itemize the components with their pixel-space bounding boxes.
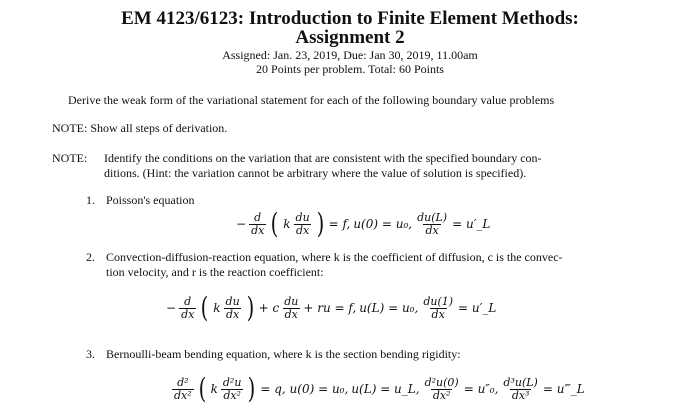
- eq-frac-du-dx-conv: $\frac{du}{dx}$: [284, 294, 299, 321]
- eq-minus: −: [166, 301, 177, 315]
- problem-1-number: 1.: [86, 193, 95, 207]
- eq-plus-c: + c: [258, 301, 280, 315]
- note-identify-line2: ditions. (Hint: the variation cannot be arbitrary where the value of solution is specified).: [104, 166, 527, 180]
- eq-frac-du-dx: $\frac{du}{dx}$: [295, 210, 310, 237]
- eq-equals-uLppp: = u‴_L: [542, 382, 585, 396]
- eq-minus: −: [236, 217, 247, 231]
- eq-frac-d2u-dx2: $\frac{\text{d²u}}{\text{dx²}}$: [222, 375, 242, 402]
- eq-frac-d3uL-dx3: $\frac{\text{d³u(L)}}{\text{dx³}}$: [503, 375, 538, 402]
- eq-bc-uL: u(L) = u_L,: [351, 382, 420, 396]
- assignment-dates: Assigned: Jan. 23, 2019, Due: Jan 30, 2019, 11.00am: [222, 48, 478, 62]
- eq-frac-d2-dx2: $\frac{\text{d²}}{\text{dx²}}$: [174, 375, 192, 402]
- note-identify-line1: Identify the conditions on the variation that are consistent with the specified boundary con-: [104, 151, 542, 165]
- eq-left-paren: (: [200, 291, 209, 324]
- eq-equals-uLp: = u′_L: [452, 217, 491, 231]
- problem-2-text-line2: tion velocity, and r is the reaction coefficient:: [106, 265, 324, 279]
- eq-k: k: [210, 382, 218, 396]
- eq-frac-du1-dx: $\frac{du(1)}{dx}$: [423, 294, 454, 321]
- eq-equals-u0pp: = u″₀,: [463, 382, 499, 396]
- assignment-points: 20 Points per problem. Total: 60 Points: [256, 62, 444, 76]
- eq-plus-ru: + ru = f,: [303, 301, 357, 315]
- assignment-title-line1: EM 4123/6123: Introduction to Finite Element Methods:: [121, 8, 579, 29]
- eq-right-paren: ): [316, 207, 324, 240]
- eq-equals-q-bc-u0: = q, u(0) = u₀,: [260, 382, 349, 396]
- eq-left-paren: (: [198, 372, 206, 405]
- eq-frac-d-dx: $\frac{d}{dx}$: [181, 294, 195, 321]
- note-show-steps: NOTE: Show all steps of derivation.: [52, 121, 228, 135]
- eq-equals-f: = f,: [328, 217, 351, 231]
- note-identify-label: NOTE:: [52, 151, 88, 165]
- problem-2-text-line1: Convection-diffusion-reaction equation, where k is the coefficient of diffusion, c is the convec-: [106, 250, 563, 264]
- eq-frac-du-dx: $\frac{du}{dx}$: [225, 294, 240, 321]
- problem-3-number: 3.: [86, 347, 95, 361]
- problem-1-text: Poisson's equation: [106, 193, 195, 207]
- problem-3-text: Bernoulli-beam bending equation, where k is the section bending rigidity:: [106, 347, 461, 361]
- instructions-intro: Derive the weak form of the variational statement for each of the following boundary value problems: [68, 93, 555, 107]
- problem-1-equation: [236, 204, 490, 244]
- assignment-title-line2: Assignment 2: [295, 27, 405, 48]
- eq-frac-d-dx: $\frac{d}{dx}$: [251, 210, 265, 237]
- eq-left-paren: (: [270, 207, 279, 240]
- eq-k: k: [213, 301, 221, 315]
- eq-k: k: [283, 217, 291, 231]
- eq-bc-uL: u(L) = u₀,: [359, 301, 419, 315]
- eq-right-paren: ): [248, 372, 256, 405]
- eq-right-paren: ): [246, 291, 254, 324]
- problem-2-number: 2.: [86, 250, 95, 264]
- problem-3-equation: [172, 368, 585, 410]
- eq-frac-d2u0-dx2: $\frac{\text{d²u(0)}}{\text{dx²}}$: [424, 375, 459, 402]
- eq-bc-u0: u(0) = u₀,: [353, 217, 413, 231]
- eq-frac-duL-dx: $\frac{du(L)}{dx}$: [417, 210, 448, 237]
- problem-2-equation: [166, 288, 496, 328]
- eq-equals-uLp: = u′_L: [458, 301, 497, 315]
